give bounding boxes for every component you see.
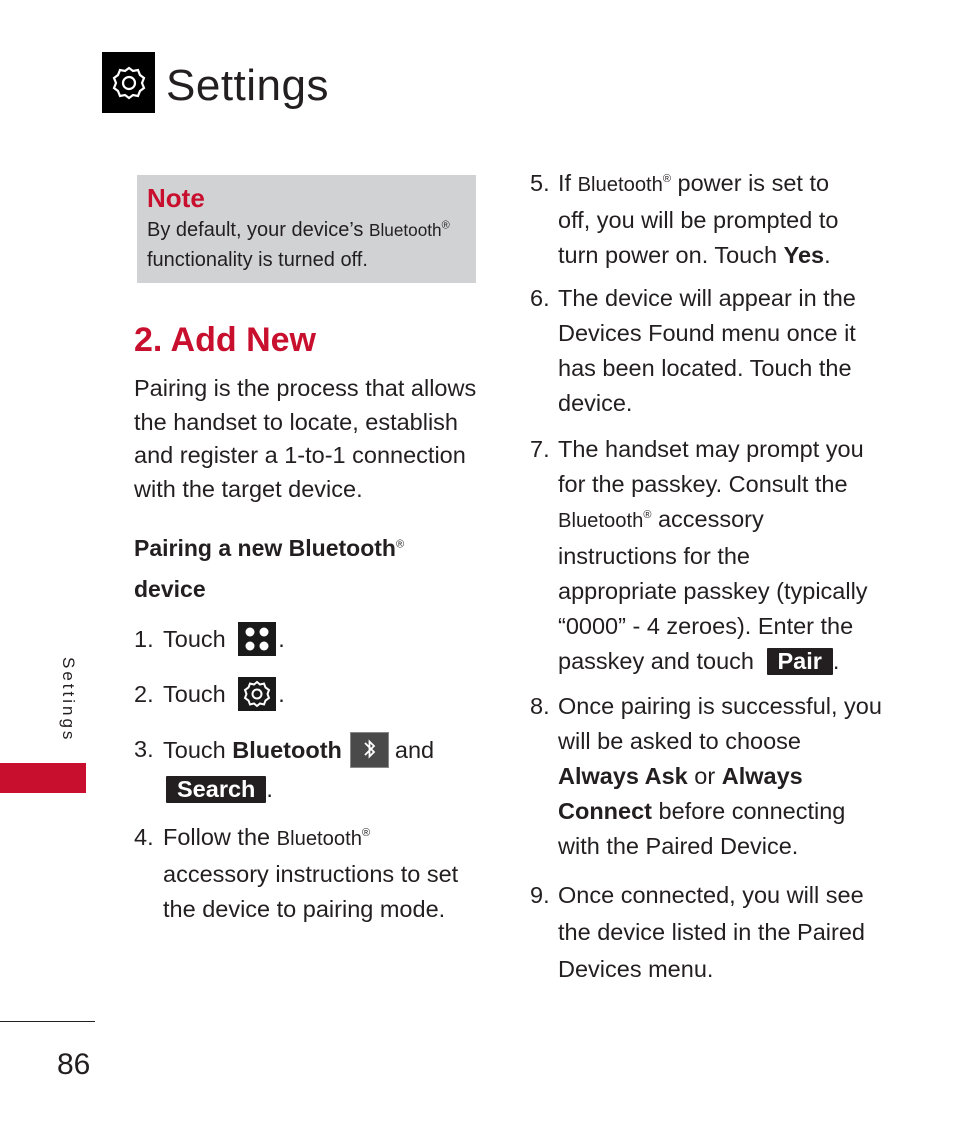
side-section-label: Settings [59,657,78,743]
section-heading: 2. Add New [134,321,316,359]
step-2: 2. Touch . [134,677,454,717]
search-button[interactable]: Search [166,776,266,803]
pair-button[interactable]: Pair [767,648,833,675]
step-6: 6. The device will appear in the Devices Found menu once it has been located. Touch the device. [530,285,856,416]
page-number: 86 [57,1048,91,1081]
intro-paragraph: Pairing is the process that allows the handset to locate, establish and register a 1-to-1 connection with the target device. [134,375,477,502]
settings-header-icon [102,52,155,113]
step-7: 7. The handset may prompt you for the passkey. Consult the Bluetooth® accessory instructions for the appropriate passkey (typically “0000” - 4 zeroes). Enter the passkey and touch Pair . [530,436,868,674]
settings-gear-icon[interactable] [238,677,276,711]
footer-rule [0,1021,95,1022]
note-body: By default, your device’s Bluetooth® functionality is turned off. [147,219,450,271]
step-3: 3. Touch Bluetooth and Search . [134,732,474,802]
note-box [137,175,476,283]
subheading: Pairing a new Bluetooth® device [134,535,405,602]
step-9: 9. Once connected, you will see the device listed in the Paired Devices menu. [530,882,865,982]
step-8: 8. Once pairing is successful, you will be asked to choose Always Ask or Always Connect before connecting with the Paired Device. [530,693,882,859]
gear-icon [109,63,149,103]
step-5: 5. If Bluetooth® power is set to off, you will be prompted to turn power on. Touch Yes. [530,170,839,268]
side-tab-marker [0,763,86,793]
step-4: 4. Follow the Bluetooth® accessory instructions to set the device to pairing mode. [134,824,459,922]
apps-menu-icon[interactable] [238,622,276,656]
bluetooth-icon[interactable] [350,732,389,768]
page-title: Settings [166,61,329,110]
step-1: 1. Touch . [134,622,454,662]
note-title: Note [147,183,205,213]
